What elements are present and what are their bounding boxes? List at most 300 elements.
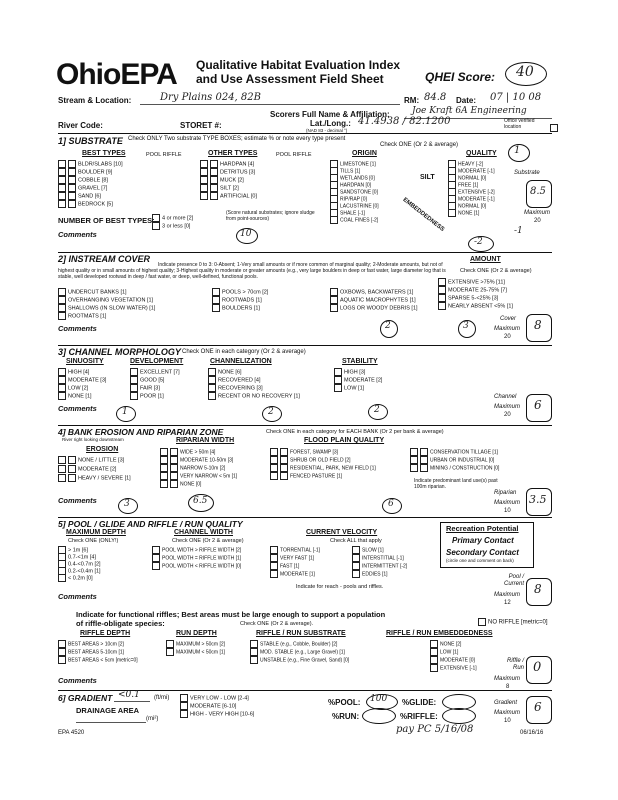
dev-list-item[interactable]: [130, 368, 180, 376]
option-label: MODERATE [3]: [68, 377, 107, 384]
option-label: POOL WIDTH < RIFFLE WIDTH [0]: [162, 563, 242, 570]
checkbox[interactable]: [352, 546, 360, 554]
riffle-comments-label: Comments: [58, 676, 97, 685]
cover-check-note: Check ONE (Or 2 & average): [460, 268, 532, 274]
checkbox[interactable]: [68, 184, 76, 192]
substrate-hand-minus1: -1: [514, 226, 523, 236]
option-label: MODERATE [-1]: [458, 168, 495, 175]
option-label: BEST AREAS 5-10cm [1]: [68, 649, 125, 656]
checkbox[interactable]: [58, 574, 66, 582]
checkbox[interactable]: [58, 465, 66, 473]
num-best-types-label: NUMBER OF BEST TYPES:: [58, 216, 155, 225]
option-label: SILT [2]: [220, 185, 239, 192]
checkbox[interactable]: [160, 448, 168, 456]
latlong-value: 41.4938 / 82.1200: [358, 116, 451, 127]
option-label: INTERSTITIAL [-1]: [362, 555, 404, 562]
checkbox[interactable]: [352, 554, 360, 562]
checkbox[interactable]: [410, 464, 418, 472]
checkbox[interactable]: [58, 200, 66, 208]
best-list-item[interactable]: [58, 192, 101, 200]
fp-list-item[interactable]: [270, 464, 376, 472]
checkbox[interactable]: [270, 472, 278, 480]
checkbox[interactable]: [410, 448, 418, 456]
vel-list-item[interactable]: [270, 562, 299, 570]
rwidth-list-item[interactable]: [160, 464, 225, 472]
checkbox[interactable]: [170, 464, 178, 472]
sin-list-item[interactable]: [58, 392, 92, 400]
option-label: NONE [2]: [440, 641, 462, 648]
checkbox[interactable]: [180, 694, 188, 702]
chan-list-item[interactable]: [208, 384, 263, 392]
fp-list2-item[interactable]: [410, 448, 498, 456]
revision-date: 06/16/16: [520, 730, 544, 736]
checkbox[interactable]: [68, 168, 76, 176]
checkbox[interactable]: [420, 456, 428, 464]
primary-contact[interactable]: Primary Contact: [452, 536, 514, 545]
option-label: OXBOWS, BACKWATERS [1]: [340, 289, 414, 296]
checkbox[interactable]: [160, 480, 168, 488]
rdepth-list-item[interactable]: [58, 640, 124, 648]
pool-score-value[interactable]: 8: [534, 582, 542, 596]
quality-list-item[interactable]: [448, 209, 479, 217]
option-label: RECOVERING [3]: [218, 385, 263, 392]
option-label: LOW [2]: [68, 385, 89, 392]
riffle-score-value[interactable]: 0: [533, 660, 542, 675]
checkbox[interactable]: [334, 376, 342, 384]
rsub-list-item[interactable]: [250, 640, 337, 648]
checkbox[interactable]: [330, 304, 338, 312]
substrate-note: Check ONLY Two substrate TYPE BOXES; estimate % or note every type present: [128, 136, 346, 142]
drainage-area-unit: (mi²): [146, 716, 159, 722]
option-label: COAL FINES [-2]: [340, 217, 379, 224]
option-label: RIP/RAP [0]: [340, 196, 367, 203]
checkbox[interactable]: [58, 288, 66, 296]
remb-list-item[interactable]: [430, 640, 461, 648]
checkbox[interactable]: [58, 312, 66, 320]
checkbox[interactable]: [160, 472, 168, 480]
channel-max-value: 20: [504, 412, 511, 418]
checkbox[interactable]: [210, 176, 218, 184]
option-label: BEST AREAS > 10cm [2]: [68, 641, 124, 648]
checkbox[interactable]: [180, 702, 188, 710]
cover-col2-item[interactable]: [212, 296, 262, 304]
checkbox[interactable]: [58, 160, 66, 168]
run-list-item[interactable]: [166, 640, 225, 648]
sin-list-item[interactable]: [58, 368, 89, 376]
checkbox[interactable]: [280, 464, 288, 472]
checkbox[interactable]: [200, 184, 208, 192]
cover-col2-item[interactable]: [212, 304, 260, 312]
num-best-opt-1[interactable]: 4 or more [2]: [152, 214, 193, 222]
other-list-item[interactable]: [200, 160, 254, 168]
checkbox[interactable]: [270, 570, 278, 578]
chan-list-item[interactable]: [208, 368, 242, 376]
checkbox[interactable]: [334, 368, 342, 376]
checkbox[interactable]: [170, 448, 178, 456]
checkbox[interactable]: [270, 562, 278, 570]
channel-score-value[interactable]: 6: [534, 398, 542, 412]
checkbox[interactable]: [58, 474, 66, 482]
checkbox[interactable]: [170, 472, 178, 480]
cover-col2-item[interactable]: [212, 288, 268, 296]
option-label: BOULDER [9]: [78, 169, 113, 176]
riffle-percent-oval[interactable]: [442, 708, 476, 724]
stab-list-item[interactable]: [334, 376, 382, 384]
option-label: MODERATE [1]: [280, 571, 315, 578]
erosion-list-item[interactable]: [58, 474, 131, 482]
origin-list-item[interactable]: [330, 216, 378, 224]
embeddedness-label: EMBEDDEDNESS: [401, 197, 446, 233]
option-label: SAND [6]: [78, 193, 101, 200]
checkbox[interactable]: [160, 456, 168, 464]
vel-list-item[interactable]: [352, 546, 384, 554]
checkbox[interactable]: [152, 554, 160, 562]
best-list-item[interactable]: [58, 184, 107, 192]
current-velocity-header: CURRENT VELOCITY: [306, 529, 378, 536]
option-label: HIGH - VERY HIGH [10-6]: [190, 711, 255, 718]
amount-list-item[interactable]: [438, 302, 513, 310]
rwidth-list-item[interactable]: [160, 480, 201, 488]
checkbox[interactable]: [420, 464, 428, 472]
fp-list-item[interactable]: [270, 472, 342, 480]
velocity-note-2: Indicate for reach - pools and riffles.: [296, 584, 384, 590]
checkbox[interactable]: [152, 546, 160, 554]
checkbox[interactable]: [200, 160, 208, 168]
option-label: SLOW [1]: [362, 547, 384, 554]
checkbox[interactable]: [270, 448, 278, 456]
rdepth-list-item[interactable]: [58, 648, 124, 656]
cover-col3-item[interactable]: [330, 304, 418, 312]
run-percent-oval[interactable]: [362, 708, 396, 724]
checkbox[interactable]: [352, 570, 360, 578]
option-label: NONE [6]: [218, 369, 242, 376]
checkbox[interactable]: [208, 392, 216, 400]
checkbox[interactable]: [208, 376, 216, 384]
rwidth-list-item[interactable]: [160, 472, 237, 480]
erosion-list-item[interactable]: [58, 456, 124, 464]
cover-title: 2] INSTREAM COVER: [58, 254, 151, 264]
cover-comments-label: Comments: [58, 324, 97, 333]
checkbox[interactable]: [210, 184, 218, 192]
channel-comments-label: Comments: [58, 404, 97, 413]
best-list-item[interactable]: [58, 200, 113, 208]
option-label: HIGH [4]: [68, 369, 90, 376]
checkbox[interactable]: [130, 384, 138, 392]
checkbox[interactable]: [68, 160, 76, 168]
cover-col1-item[interactable]: [58, 288, 127, 296]
bank-hand-a: 3: [124, 499, 130, 509]
no-riffle-option[interactable]: NO RIFFLE [metric=0]: [478, 618, 548, 626]
bank-note: Check ONE in each category for EACH BANK (Or 2 per bank & average): [266, 429, 444, 435]
option-label: MODERATE [-1]: [458, 196, 495, 203]
grad-list-item[interactable]: [180, 702, 236, 710]
office-verified-checkbox[interactable]: [550, 124, 558, 132]
checkbox[interactable]: [68, 456, 76, 464]
option-label: VERY LOW - LOW [2-4]: [190, 695, 249, 702]
pool-title: 5] POOL / GLIDE AND RIFFLE / RUN QUALITY: [58, 519, 243, 529]
stream-location-value: Dry Plains 024, 82B: [160, 92, 261, 103]
fp-list2-item[interactable]: [410, 456, 494, 464]
checkbox[interactable]: [212, 296, 220, 304]
fp-list-item[interactable]: [270, 456, 351, 464]
checkbox[interactable]: [200, 176, 208, 184]
checkbox[interactable]: [410, 456, 418, 464]
checkbox[interactable]: [58, 168, 66, 176]
secondary-contact[interactable]: Secondary Contact: [446, 548, 519, 557]
checkbox[interactable]: [208, 384, 216, 392]
best-list-item[interactable]: [58, 168, 112, 176]
riparian-score-value[interactable]: 3.5: [529, 493, 547, 506]
gradient-max-label: Maximum: [494, 710, 521, 716]
option-label: STABLE (e.g., Cobble, Boulder) [2]: [260, 641, 338, 648]
checkbox[interactable]: [68, 176, 76, 184]
checkbox[interactable]: [212, 288, 220, 296]
checkbox[interactable]: [200, 192, 208, 200]
vel-list-item[interactable]: [352, 570, 388, 578]
checkbox[interactable]: [438, 286, 446, 294]
option-label: MAXIMUM > 50cm [2]: [176, 641, 226, 648]
checkbox[interactable]: [58, 296, 66, 304]
cover-col1-item[interactable]: [58, 296, 153, 304]
max-depth-header: MAXIMUM DEPTH: [66, 529, 126, 536]
checkbox[interactable]: [58, 368, 66, 376]
checkbox[interactable]: [58, 648, 66, 656]
chan-list-item[interactable]: [208, 392, 300, 400]
qhei-score-value: 40: [516, 64, 534, 80]
option-label: COBBLE [8]: [78, 177, 108, 184]
amount-list-item[interactable]: [438, 294, 498, 302]
checkbox[interactable]: [58, 184, 66, 192]
checkbox[interactable]: [270, 456, 278, 464]
checkbox[interactable]: [212, 304, 220, 312]
checkbox[interactable]: [208, 368, 216, 376]
other-list-item[interactable]: [200, 184, 239, 192]
latlong-sub: (NAD 83 - decimal °): [306, 128, 348, 133]
channelization-header: CHANNELIZATION: [210, 358, 272, 365]
dev-list-item[interactable]: [130, 376, 164, 384]
rwidth-list-item[interactable]: [160, 456, 233, 464]
checkbox[interactable]: [352, 562, 360, 570]
vel-list-item[interactable]: [270, 554, 314, 562]
checkbox[interactable]: [438, 294, 446, 302]
checkbox[interactable]: [438, 278, 446, 286]
latlong-label: Lat./Long.:: [310, 119, 351, 128]
ohio-epa-logo: OhioEPA: [56, 58, 177, 91]
other-list-item[interactable]: [200, 176, 244, 184]
checkbox[interactable]: [210, 192, 218, 200]
checkbox[interactable]: [420, 448, 428, 456]
checkbox[interactable]: [58, 656, 66, 664]
checkbox[interactable]: [160, 464, 168, 472]
sin-list-item[interactable]: [58, 376, 106, 384]
checkbox[interactable]: [170, 456, 178, 464]
checkbox[interactable]: [330, 288, 338, 296]
pool-score-label: Pool / Current: [503, 574, 524, 587]
checkbox[interactable]: [130, 376, 138, 384]
sin-list-item[interactable]: [58, 384, 88, 392]
channel-width-header: CHANNEL WIDTH: [174, 529, 233, 536]
checkbox[interactable]: [334, 384, 342, 392]
gradient-score-value[interactable]: 6: [534, 700, 542, 714]
remb-list-item[interactable]: [430, 664, 477, 672]
gradient-max-value: 10: [504, 718, 511, 724]
checkbox[interactable]: [58, 456, 66, 464]
checkbox[interactable]: [58, 384, 66, 392]
amount-list-item[interactable]: [438, 278, 505, 286]
remb-list-item[interactable]: [430, 656, 475, 664]
substrate-check-note: Check ONE (Or 2 & average): [380, 142, 459, 148]
checkbox[interactable]: [130, 392, 138, 400]
cwidth-list-item[interactable]: [152, 554, 241, 562]
bank-title: 4] BANK EROSION AND RIPARIAN ZONE: [58, 427, 224, 437]
checkbox[interactable]: [430, 656, 438, 664]
rsub-list-item[interactable]: [250, 648, 345, 656]
option-label: MODERATE [0]: [440, 657, 475, 664]
pool-percent-label: %POOL:: [328, 698, 361, 707]
option-label: BLDR/SLABS [10]: [78, 161, 123, 168]
checkbox[interactable]: [130, 368, 138, 376]
best-list-item[interactable]: [58, 160, 123, 168]
checkbox[interactable]: [58, 304, 66, 312]
cover-col1-item[interactable]: [58, 312, 106, 320]
form-id: EPA 4520: [58, 730, 85, 736]
other-list-item[interactable]: [200, 192, 257, 200]
checkbox[interactable]: [430, 664, 438, 672]
gradient-value[interactable]: <0.1: [118, 690, 140, 700]
dev-list-item[interactable]: [130, 384, 160, 392]
cover-col3-item[interactable]: [330, 288, 413, 296]
substrate-hand-1: 1: [514, 145, 521, 156]
channel-hand-c: 2: [374, 405, 380, 415]
checkbox[interactable]: [152, 562, 160, 570]
vel-list-item[interactable]: [270, 570, 315, 578]
checkbox[interactable]: [270, 546, 278, 554]
recreation-title: Recreation Potential: [446, 524, 519, 533]
checkbox[interactable]: [250, 648, 258, 656]
checkbox[interactable]: [430, 648, 438, 656]
channel-title: 3] CHANNEL MORPHOLOGY: [58, 347, 181, 357]
rsub-list-item[interactable]: [250, 656, 349, 664]
date-value: 07 | 10 08: [490, 92, 542, 103]
vel-list-item[interactable]: [270, 546, 320, 554]
remb-list-item[interactable]: [430, 648, 458, 656]
recreation-note: (circle one and comment on back): [446, 558, 514, 563]
checkbox[interactable]: [68, 465, 76, 473]
checkbox[interactable]: [68, 474, 76, 482]
riffle-embeddedness-header: RIFFLE / RUN EMBEDDEDNESS: [386, 630, 493, 637]
checkbox[interactable]: [210, 168, 218, 176]
checkbox[interactable]: [280, 472, 288, 480]
chan-list-item[interactable]: [208, 376, 260, 384]
grad-list-item[interactable]: [180, 710, 254, 718]
checkbox[interactable]: [210, 160, 218, 168]
option-label: 0.4-<0.7m [2]: [68, 561, 101, 568]
checkbox[interactable]: [448, 209, 456, 217]
rwidth-list-item[interactable]: [160, 448, 215, 456]
option-label: HARDPAN [0]: [340, 182, 372, 189]
amount-list-item[interactable]: [438, 286, 507, 294]
substrate-score-value[interactable]: 8.5: [530, 186, 546, 197]
checkbox[interactable]: [68, 200, 76, 208]
erosion-list-item[interactable]: [58, 465, 116, 473]
channel-max-label: Maximum: [494, 404, 521, 410]
cover-col1-item[interactable]: [58, 304, 155, 312]
option-label: CONSERVATION TILLAGE [1]: [430, 449, 498, 456]
checkbox[interactable]: [280, 448, 288, 456]
cwidth-list-item[interactable]: [152, 562, 241, 570]
checkbox[interactable]: [280, 456, 288, 464]
checkbox[interactable]: [58, 376, 66, 384]
other-list-item[interactable]: [200, 168, 255, 176]
checkbox[interactable]: [166, 640, 174, 648]
checkbox[interactable]: [170, 480, 178, 488]
checkbox[interactable]: [200, 168, 208, 176]
fp-list-item[interactable]: [270, 448, 338, 456]
checkbox[interactable]: [270, 554, 278, 562]
dev-list-item[interactable]: [130, 392, 164, 400]
fp-list2-item[interactable]: [410, 464, 499, 472]
vel-list-item[interactable]: [352, 554, 404, 562]
substrate-comments-label: Comments: [58, 230, 97, 239]
amount-header: AMOUNT: [470, 256, 501, 263]
best-list-item[interactable]: [58, 176, 108, 184]
width-note: Check ONE (Or 2 & average): [172, 538, 244, 544]
riffle-depth-header: RIFFLE DEPTH: [80, 630, 131, 637]
depth-list-item[interactable]: [58, 574, 93, 582]
option-label: SHRUB OR OLD FIELD [2]: [290, 457, 351, 464]
checkbox[interactable]: [330, 296, 338, 304]
checkbox[interactable]: [180, 710, 188, 718]
checkbox[interactable]: [68, 192, 76, 200]
sinuosity-header: SINUOSITY: [66, 358, 104, 365]
option-label: BEDROCK [5]: [78, 201, 113, 208]
checkbox[interactable]: [166, 648, 174, 656]
option-label: RESIDENTIAL, PARK, NEW FIELD [1]: [290, 465, 376, 472]
pool-max-label: Maximum: [494, 592, 521, 598]
cover-score-value[interactable]: 8: [534, 318, 542, 332]
checkbox[interactable]: [58, 640, 66, 648]
checkbox[interactable]: [58, 392, 66, 400]
checkbox[interactable]: [438, 302, 446, 310]
checkbox[interactable]: [250, 640, 258, 648]
num-best-opt-2[interactable]: 3 or less [0]: [152, 222, 190, 230]
cover-col3-item[interactable]: [330, 296, 416, 304]
cwidth-list-item[interactable]: [152, 546, 241, 554]
option-label: MINING / CONSTRUCTION [0]: [430, 465, 500, 472]
option-label: LOGS OR WOODY DEBRIS [1]: [340, 305, 418, 312]
checkbox[interactable]: [430, 640, 438, 648]
stab-list-item[interactable]: [334, 384, 364, 392]
vel-list-item[interactable]: [352, 562, 407, 570]
rm-label: RM:: [404, 96, 420, 105]
stab-list-item[interactable]: [334, 368, 365, 376]
checkbox[interactable]: [270, 464, 278, 472]
rdepth-list-item[interactable]: [58, 656, 138, 664]
best-pool-riffle-header: POOL RIFFLE: [146, 152, 182, 158]
option-label: UNSTABLE (e.g., Fine Gravel, Sand) [0]: [260, 657, 350, 664]
option-label: FENCED PASTURE [1]: [290, 473, 343, 480]
substrate-max-value: 20: [534, 218, 541, 224]
run-list-item[interactable]: [166, 648, 225, 656]
grad-list-item[interactable]: [180, 694, 249, 702]
checkbox[interactable]: [250, 656, 258, 664]
riffle-indicate: Indicate for functional riffles; Best areas must be large enough to support a population: [76, 610, 386, 619]
option-label: NARROW 5-10m [2]: [180, 465, 226, 472]
checkbox[interactable]: [58, 192, 66, 200]
checkbox[interactable]: [330, 216, 338, 224]
substrate-hand-minus2: -2: [474, 237, 483, 247]
checkbox[interactable]: [58, 176, 66, 184]
